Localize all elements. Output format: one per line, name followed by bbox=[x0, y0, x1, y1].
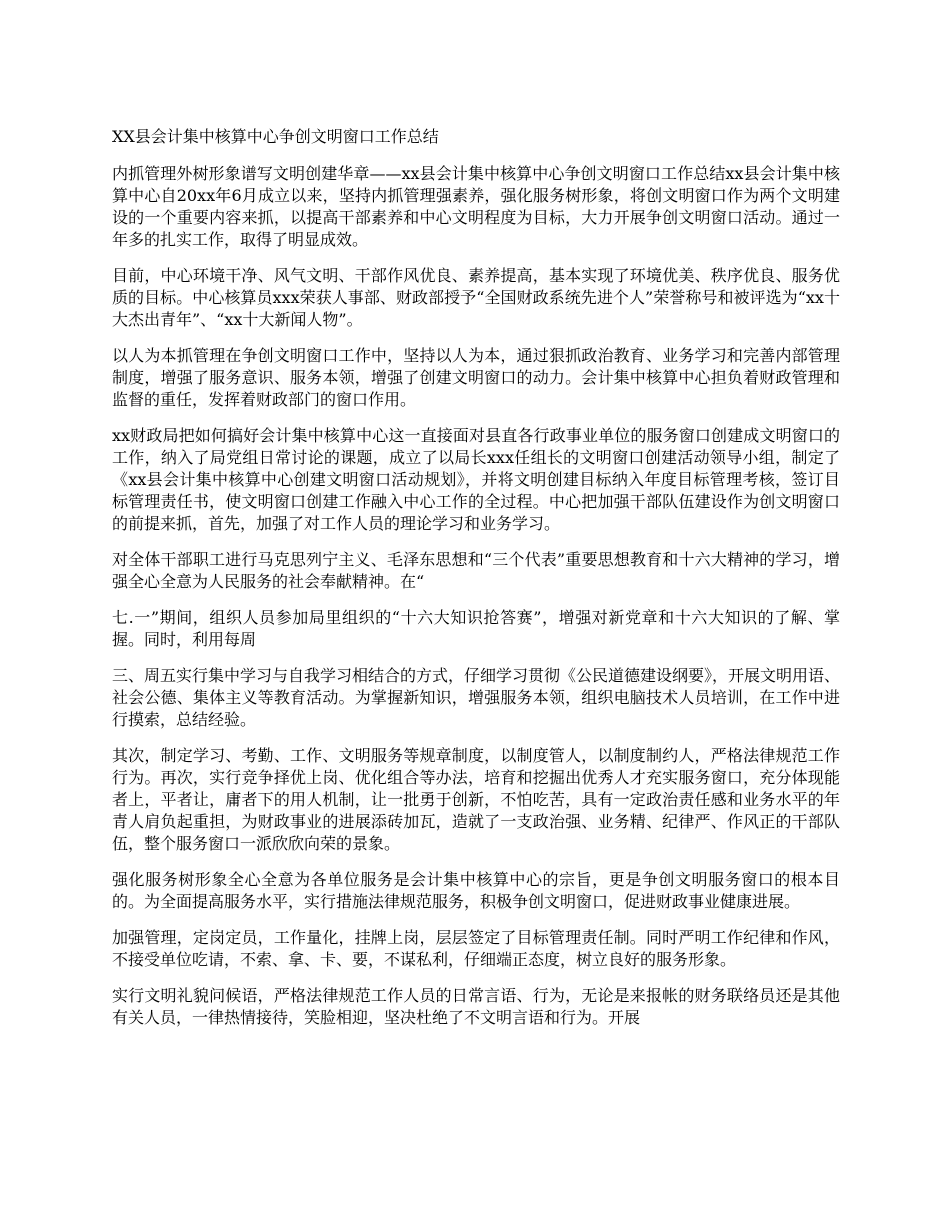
paragraph-8: 其次，制定学习、考勤、工作、文明服务等规章制度，以制度管人，以制度制约人，严格法律规范工作行为。再次，实行竞争择优上岗、优化组合等办法，培育和挖掘出优秀人才充实服务窗口，充分体现能者上，平者让，庸者下的用人机制，让一批勇于创新，不怕吃苦，具有一定政治责任感和业务水平的年青人肩负起重担，为财政事业的进展添砖加瓦，造就了一支政治强、业务精、纪律严、作风正的干部队伍，整个服务窗口一派欣欣向荣的景象。 bbox=[112, 746, 840, 853]
paragraph-9: 强化服务树形象全心全意为各单位服务是会计集中核算中心的宗旨，更是争创文明服务窗口的根本目的。为全面提高服务水平，实行措施法律规范服务，积极争创文明窗口，促进财政事业健康进展。 bbox=[112, 870, 840, 911]
paragraph-2: 目前，中心环境干净、风气文明、干部作风优良、素养提高，基本实现了环境优美、秩序优良、服务优质的目标。中心核算员xxx荣获人事部、财政部授予“全国财政系统先进个人”荣誉称号和被评选为“xx十大杰出青年”、“xx十大新闻人物”。 bbox=[112, 266, 840, 329]
paragraph-7: 三、周五实行集中学习与自我学习相结合的方式，仔细学习贯彻《公民道德建设纲要》，开展文明用语、社会公德、集体主义等教育活动。为掌握新知识，增强服务本领，组织电脑技术人员培训，在工作中进行摸索，总结经验。 bbox=[112, 666, 841, 729]
paragraph-5: 对全体干部职工进行马克思列宁主义、毛泽东思想和“三个代表”重要思想教育和十六大精神的学习，增强全心全意为人民服务的社会奉献精神。在“ bbox=[112, 550, 840, 591]
document-page bbox=[112, 126, 840, 1043]
document-title: XX县会计集中核算中心争创文明窗口工作总结 bbox=[112, 127, 439, 146]
paragraph-11: 实行文明礼貌问候语，严格法律规范工作人员的日常言语、行为，无论是来报帐的财务联络员还是其他有关人员，一律热情接待，笑脸相迎，坚决杜绝了不文明言语和行为。开展 bbox=[112, 986, 840, 1027]
paragraph-1: 内抓管理外树形象谱写文明创建华章——xx县会计集中核算中心争创文明窗口工作总结xx县会计集中核算中心自20xx年6月成立以来，坚持内抓管理强素养，强化服务树形象，将创文明窗口作为两个文明建设的一个重要内容来抓，以提高干部素养和中心文明程度为目标，大力开展争创文明窗口活动。通过一年多的扎实工作，取得了明显成效。 bbox=[112, 164, 840, 249]
paragraph-10: 加强管理，定岗定员，工作量化，挂牌上岗，层层签定了目标管理责任制。同时严明工作纪律和作风，不接受单位吃请，不索、拿、卡、要，不谋私利，仔细端正态度，树立良好的服务形象。 bbox=[112, 928, 840, 969]
paragraph-3: 以人为本抓管理在争创文明窗口工作中，坚持以人为本，通过狠抓政治教育、业务学习和完善内部管理制度，增强了服务意识、服务本领，增强了创建文明窗口的动力。会计集中核算中心担负着财政管理和监督的重任，发挥着财政部门的窗口作用。 bbox=[112, 346, 840, 409]
paragraph-4: xx财政局把如何搞好会计集中核算中心这一直接面对县直各行政事业单位的服务窗口创建成文明窗口的工作，纳入了局党组日常讨论的课题，成立了以局长xxx任组长的文明窗口创建活动领导小组，制定了《xx县会计集中核算中心创建文明窗口活动规划》，并将文明创建目标纳入年度目标管理考核，签订目标管理责任书，使文明窗口创建工作融入中心工作的全过程。中心把加强干部队伍建设作为创文明窗口的前提来抓，首先，加强了对工作人员的理论学习和业务学习。 bbox=[112, 426, 840, 533]
paragraph-6: 七.一”期间，组织人员参加局里组织的“十六大知识抢答赛”，增强对新党章和十六大知识的了解、掌握。同时，利用每周 bbox=[112, 608, 840, 649]
